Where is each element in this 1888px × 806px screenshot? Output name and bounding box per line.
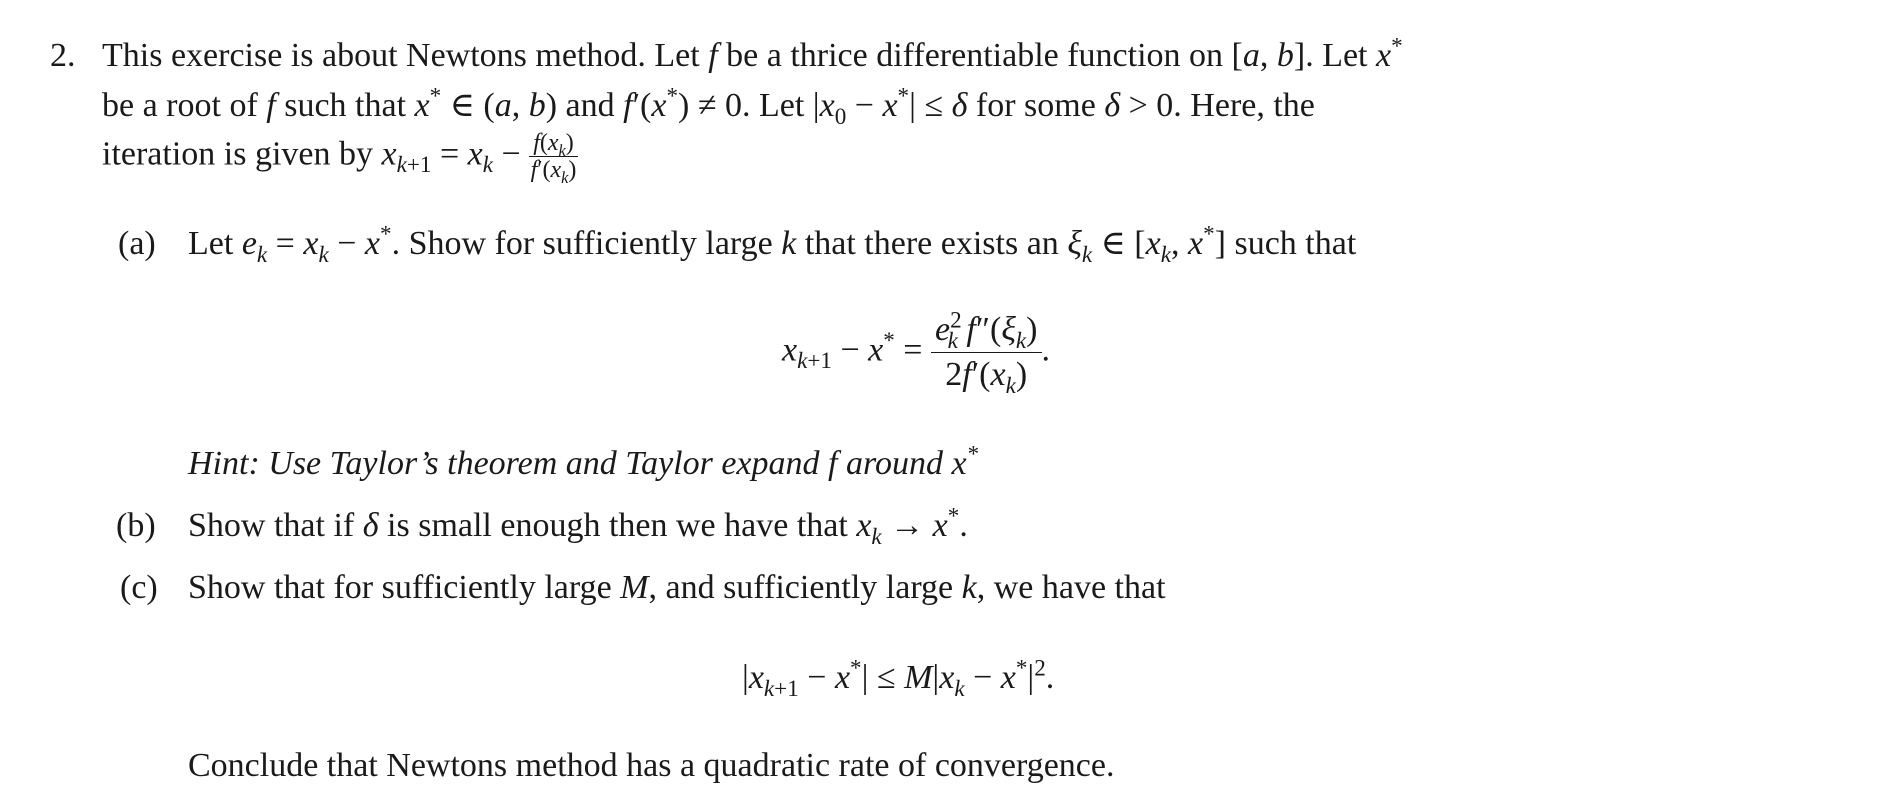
part-a-text: Let $e_k = x_k - x^*$. Show for sufficiently large k that there exists an $\xi_k$ ∈ [$x_k$, x*] such that [188,221,1357,268]
part-c-label: (c) [120,569,158,606]
part-b-text: Show that if δ is small enough then we have that $x_k \to x^*$. [188,503,968,550]
newton-iteration-fraction: $\frac{f(x_k)}{f'(x_k)}$ [530,130,577,187]
problem-number: 2. [50,37,76,74]
part-c-text: Show that for sufficiently large M, and sufficiently large k, we have that [188,569,1166,606]
part-a-hint: Hint: Use Taylor’s theorem and Taylor expand f around x* [188,441,979,482]
part-b-label: (b) [116,507,156,544]
problem-intro-line-2: be a root of f such that x* ∈ (a, b) and f′(x*) ≠ 0. Let $|x_0 - x^*| \le \delta$ for some δ > 0. Here, the [102,83,1315,130]
part-a-equation-fraction: $\frac{e^2_k f''(\xi_k)}{2f'(x_k)}$ [931,308,1042,397]
problem-intro-line-1: This exercise is about Newtons method. Let f be a thrice differentiable function on [a, b]. Let x* [102,33,1403,74]
part-c-conclusion: Conclude that Newtons method has a quadratic rate of convergence. [188,747,1115,784]
problem-intro-line-3: iteration is given by $x_{k+1} = x_k$ − $\frac{f(x_k)}{f'(x_k)}$ [102,130,577,187]
part-a-label: (a) [118,225,156,262]
part-c-equation: $|x_{k+1} - x^*| \le M|x_k - x^*|^2$. [742,655,1055,702]
part-a-equation: $x_{k+1} - x^*$ = $\frac{e^2_k f''(\xi_k)}{2f'(x_k)}$ . [782,307,1050,399]
